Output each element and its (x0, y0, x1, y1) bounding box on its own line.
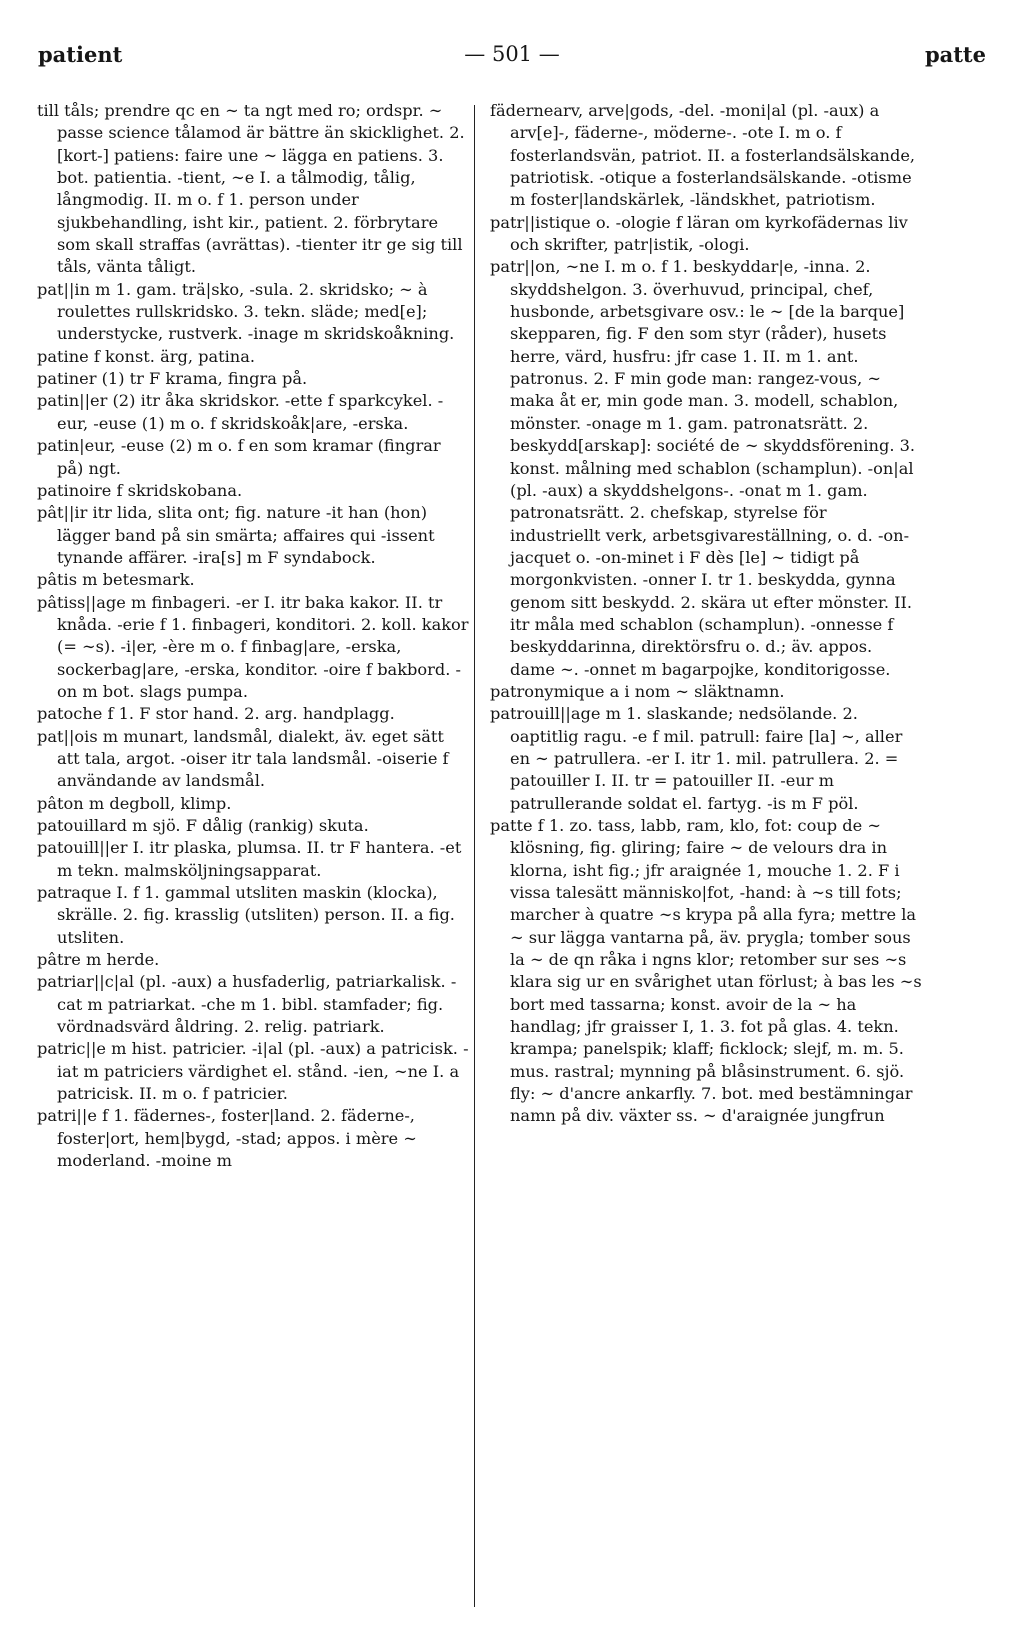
column-divider (474, 105, 475, 1607)
dictionary-entry: pat||ois m munart, landsmål, dialekt, äv. eget sätt att tala, argot. -oiser itr tala landsmål. -oiserie f användande av landsmål. (37, 726, 449, 791)
dictionary-entry: pâtis m betesmark. (37, 570, 195, 590)
dictionary-entry: patoche f 1. F stor hand. 2. arg. handplagg. (37, 704, 395, 724)
dictionary-entry: patin||er (2) itr åka skridskor. -ette f sparkcykel. -eur, -euse (1) m o. f skridskoåk|are, -erska. (37, 391, 444, 433)
header-right-guide-word: patte (924, 42, 986, 67)
dictionary-entry: patronymique a i nom ∼ släktnamn. (490, 681, 785, 701)
dictionary-entry: patte f 1. zo. tass, labb, ram, klo, fot: coup de ∼ klösning, fig. gliring; faire ∼ de velours dra in klorna, isht fig.; jfr araignée 1, mouche 1. 2. F i vissa talesätt människo|fot, -hand: à ∼s till fots; marcher à quatre ∼s krypa på alla fyra; mettre la ∼ sur lägga vantarna på, äv. prygla; tomber sous la ∼ de qn råka i ngns klor; retomber sur ses ∼s klara sig ur en svårighet utan förlust; à bas les ∼s bort med tassarna; konst. avoir de la ∼ ha handlag; jfr graisser I, 1. 3. fot på glas. 4. tekn. krampa; panelspik; klaff; ficklock; slejf, m. m. 5. mus. rastral; mynning på blåsinstrument. 6. sjö. fly: ∼ d'ancre ankarfly. 7. bot. med bestämningar namn på div. växter ss. ∼ d'araignée jungfrun (490, 816, 922, 1126)
dictionary-entry: patric||e m hist. patricier. -i|al (pl. -aux) a patricisk. -iat m patriciers värdighet el. stånd. -ien, ∼ne I. a patricisk. II. m o. f patricier. (37, 1039, 469, 1104)
dictionary-entry: patin|eur, -euse (2) m o. f en som kramar (fingrar på) ngt. (37, 436, 441, 478)
dictionary-entry: patr||istique o. -ologie f läran om kyrkofädernas liv och skrifter, patr|istik, -ologi. (490, 212, 908, 255)
dictionary-entry: patouill||er I. itr plaska, plumsa. II. tr F hantera. -et m tekn. malmsköljningsapparat. (37, 838, 462, 880)
dictionary-entry: till tåls; prendre qc en ∼ ta ngt med ro; ordspr. ∼ passe science tålamod är bättre än skicklighet. 2. [kort-] patiens: faire une ∼ lägga en patiens. 3. bot. patientia. -tient, ∼e I. a tålmodig, tålig, långmodig. II. m o. f 1. person under sjukbehandling, isht kir., patient. 2. förbrytare som skall straffas (avrättas). -tienter itr ge sig till tåls, vänta tåligt. (37, 101, 465, 277)
dictionary-entry: pâtiss||age m finbageri. -er I. itr baka kakor. II. tr knåda. -erie f 1. finbageri, konditori. 2. koll. kakor (= ∼s). -i|er, -ère m o. f finbag|are, -erska, sockerbag|are, -erska, konditor. -oire f bakbord. -on m bot. slags pumpa. (37, 592, 469, 701)
dictionary-entry: patiner (1) tr F krama, fingra på. (37, 369, 308, 389)
dictionary-entry: pâtre m herde. (37, 950, 160, 970)
dictionary-entry: pat||in m 1. gam. trä|sko, -sula. 2. skridsko; ∼ à roulettes rullskridsko. 3. tekn. släde; med[e]; understycke, rustverk. -inage m skridskoåkning. (37, 279, 455, 344)
dictionary-entry: patri||e f 1. fädernes-, foster|land. 2. fäderne-, foster|ort, hem|bygd, -stad; appos. i mère ∼ moderland. -moine m (37, 1106, 417, 1171)
dictionary-entry: fädernearv, arve|gods, -del. -moni|al (pl. -aux) a arv[e]-, fäderne-, möderne-. -ote I. m o. f fosterlandsvän, patriot. II. a fosterlandsälskande, patriotisk. -otique a fosterlandsälskande. -otisme m foster|landskärlek, -ländskhet, patriotism. (490, 101, 916, 210)
dictionary-entry: patouillard m sjö. F dålig (rankig) skuta. (37, 816, 369, 835)
dictionary-entry: patinoire f skridskobana. (37, 480, 243, 500)
dictionary-entry: patriar||c|al (pl. -aux) a husfaderlig, patriarkalisk. -cat m patriarkat. -che m 1. bibl. stamfader; fig. vördnadsvärd åldring. 2. relig. patriark. (37, 972, 457, 1037)
dictionary-entry: pât||ir itr lida, slita ont; fig. nature -it han (hon) lägger band på sin smärta; affaires qui -issent tynande affärer. -ira[s] m F syndabock. (37, 503, 435, 567)
dictionary-entry: patrouill||age m 1. slaskande; nedsölande. 2. oaptitlig ragu. -e f mil. patrull: faire [la] ∼, aller en ∼ patrullera. -er I. itr 1. mil. patrullera. 2. = patouiller I. II. tr = patouiller II. -eur m patrullerande soldat el. fartyg. -is m F pöl. (490, 704, 903, 813)
dictionary-entry: patr||on, ∼ne I. m o. f 1. beskyddar|e, -inna. 2. skyddshelgon. 3. överhuvud, principal, chef, husbonde, arbetsgivare osv.: le ∼ [de la barque] skepparen, fig. F den som styr (råder), husets herre, värd, husfru: jfr case 1. II. m 1. ant. patronus. 2. F min gode man: rangez-vous, ∼ maka åt er, min gode man. 3. modell, schablon, mönster. -onage m 1. gam. patronatsrätt. 2. beskydd[arskap]: société de ∼ skyddsförening. 3. konst. målning med schablon (schamplun). -on|al (pl. -aux) a skyddshelgons-. -onat m 1. gam. patronatsrätt. 2. chefskap, styrelse för industriellt verk, arbetsgivareställning, o. d. -on-jacquet o. -on-minet i F dès [le] ∼ tidigt på morgonkvisten. -onner I. tr 1. beskydda, gynna genom sitt beskydd. 2. skära ut efter mönster. II. itr måla med schablon (schamplun). -onnesse f beskyddarinna, direktörsfru o. d.; äv. appos. dame ∼. -onnet m bagarpojke, konditorigosse. (490, 257, 916, 679)
dictionary-entry: pâton m degboll, klimp. (37, 793, 232, 813)
page-number: — 501 — (464, 42, 560, 66)
dictionary-entry: patine f konst. ärg, patina. (37, 346, 256, 366)
header-left-guide-word: patient (38, 42, 123, 67)
left-column (37, 100, 469, 1173)
right-column (490, 100, 922, 1128)
dictionary-entry: patraque I. f 1. gammal utsliten maskin (klocka), skrälle. 2. fig. krasslig (utsliten) person. II. a fig. utsliten. (37, 883, 455, 947)
running-head (38, 42, 986, 76)
